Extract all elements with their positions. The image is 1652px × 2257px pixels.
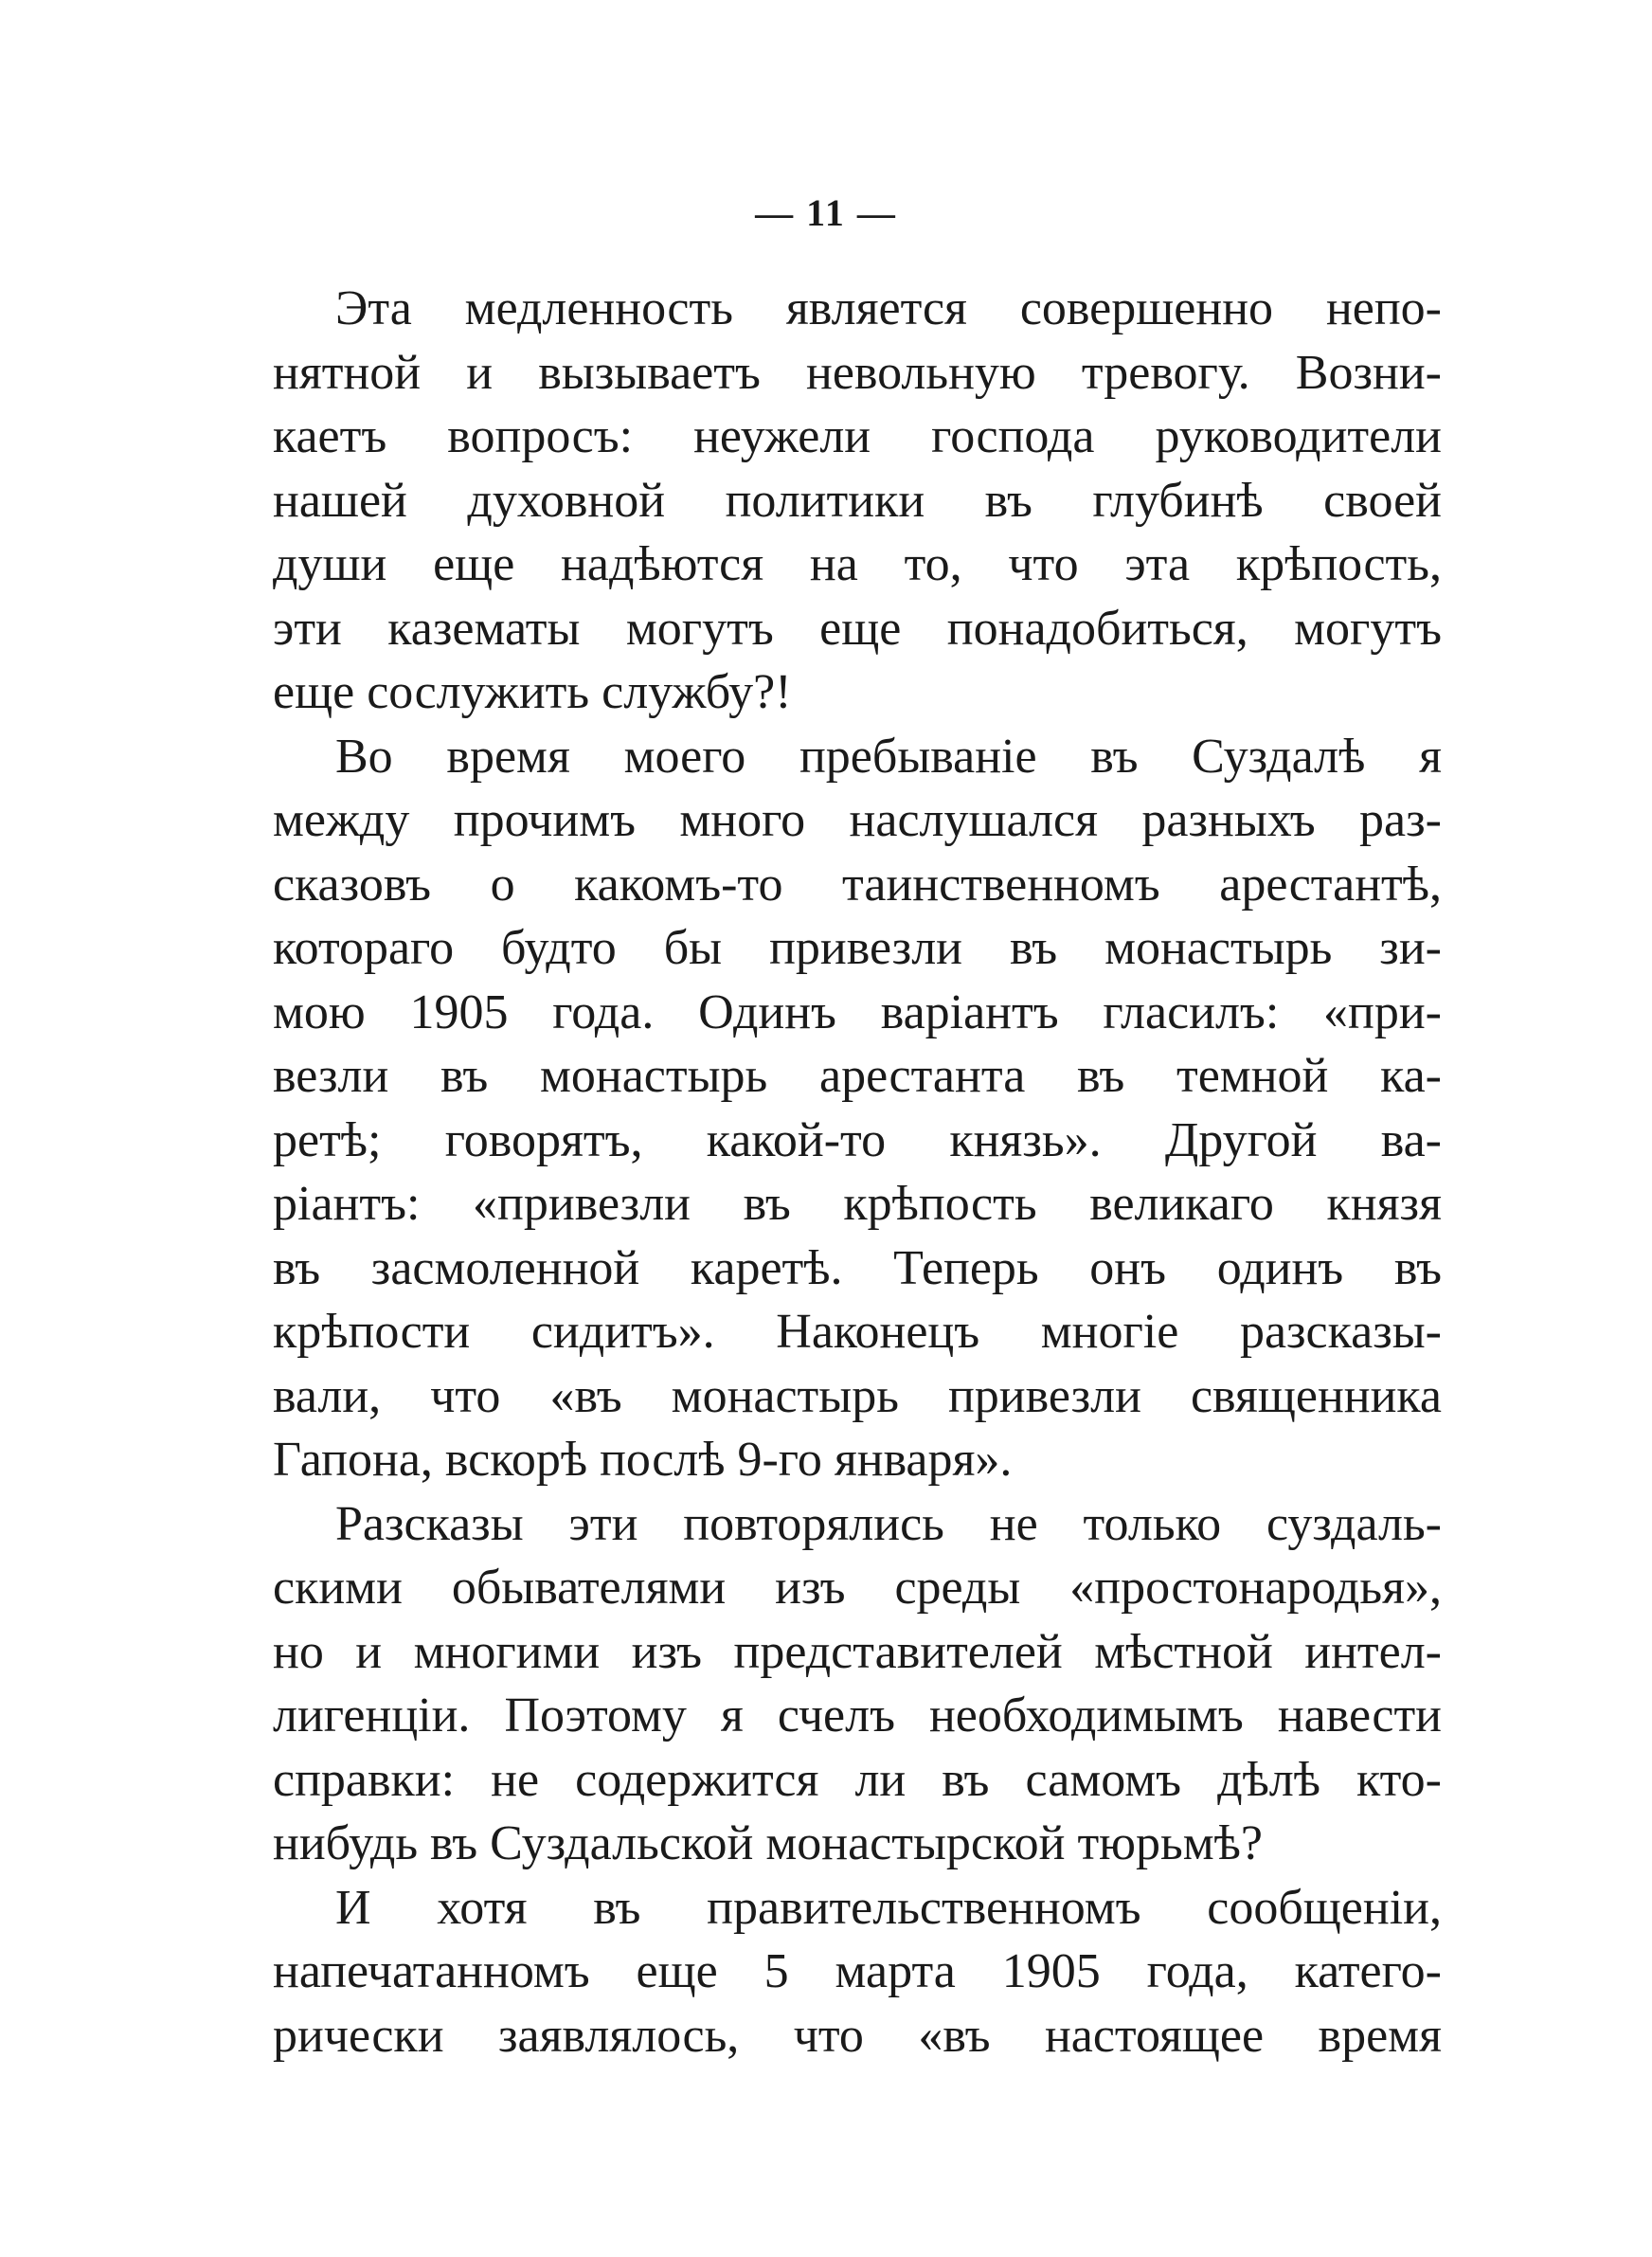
text-line: между прочимъ много наслушался разныхъ раз- — [273, 793, 1442, 847]
page-number: — 11 — — [755, 191, 897, 234]
text-line: мою 1905 года. Одинъ варіантъ гласилъ: «при- — [273, 984, 1442, 1039]
text-line: нашей духовной политики въ глубинѣ своей — [273, 473, 1442, 528]
text-line: Разсказы эти повторялись не только суздаль- — [335, 1496, 1442, 1551]
text-line: Во время моего пребываніе въ Суздалѣ я — [335, 729, 1442, 784]
text-line: эти казематы могутъ еще понадобиться, могутъ — [273, 601, 1442, 656]
text-line: котораго будто бы привезли въ монастырь зи- — [273, 921, 1442, 975]
body-text — [273, 277, 1442, 2067]
text-line: И хотя въ правительственномъ сообщеніи, — [335, 1880, 1442, 1935]
text-line: крѣпости сидитъ». Наконецъ многіе разсказы- — [273, 1305, 1442, 1359]
text-line: ріантъ: «привезли въ крѣпость великаго князя — [273, 1177, 1442, 1231]
paragraph-4 — [273, 1876, 1442, 2068]
text-line: каетъ вопросъ: неужели господа руководители — [273, 409, 1442, 463]
text-line: еще сослужить службу?! — [273, 665, 792, 719]
paragraph-2 — [273, 725, 1442, 1492]
text-line: ретѣ; говорятъ, какой-то князь». Другой ва- — [273, 1112, 1442, 1167]
paragraph-1 — [273, 277, 1442, 725]
text-line: Эта медленность является совершенно непо- — [335, 281, 1442, 335]
paragraph-3 — [273, 1492, 1442, 1876]
text-line: лигенціи. Поэтому я счелъ необходимымъ навести — [273, 1688, 1442, 1742]
text-line: души еще надѣются на то, что эта крѣпость, — [273, 537, 1442, 591]
text-line: везли въ монастырь арестанта въ темной ка- — [273, 1049, 1442, 1103]
text-line: скими обывателями изъ среды «простонародья», — [273, 1561, 1442, 1615]
text-line: но и многими изъ представителей мѣстной интел- — [273, 1624, 1442, 1679]
text-line: нибудь въ Суздальской монастырской тюрьмѣ? — [273, 1816, 1263, 1870]
text-line: рически заявлялось, что «въ настоящее время — [273, 2008, 1442, 2063]
text-line: въ засмоленной каретѣ. Теперь онъ одинъ въ — [273, 1240, 1442, 1295]
text-line: справки: не содержится ли въ самомъ дѣлѣ кто- — [273, 1752, 1442, 1807]
text-line: нятной и вызываетъ невольную тревогу. Возни- — [273, 345, 1442, 400]
text-line: Гапона, вскорѣ послѣ 9-го января». — [273, 1433, 1013, 1487]
text-line: сказовъ о какомъ-то таинственномъ арестантѣ, — [273, 857, 1442, 912]
text-line: вали, что «въ монастырь привезли священника — [273, 1368, 1442, 1423]
text-line: напечатанномъ еще 5 марта 1905 года, катего- — [273, 1944, 1442, 1998]
